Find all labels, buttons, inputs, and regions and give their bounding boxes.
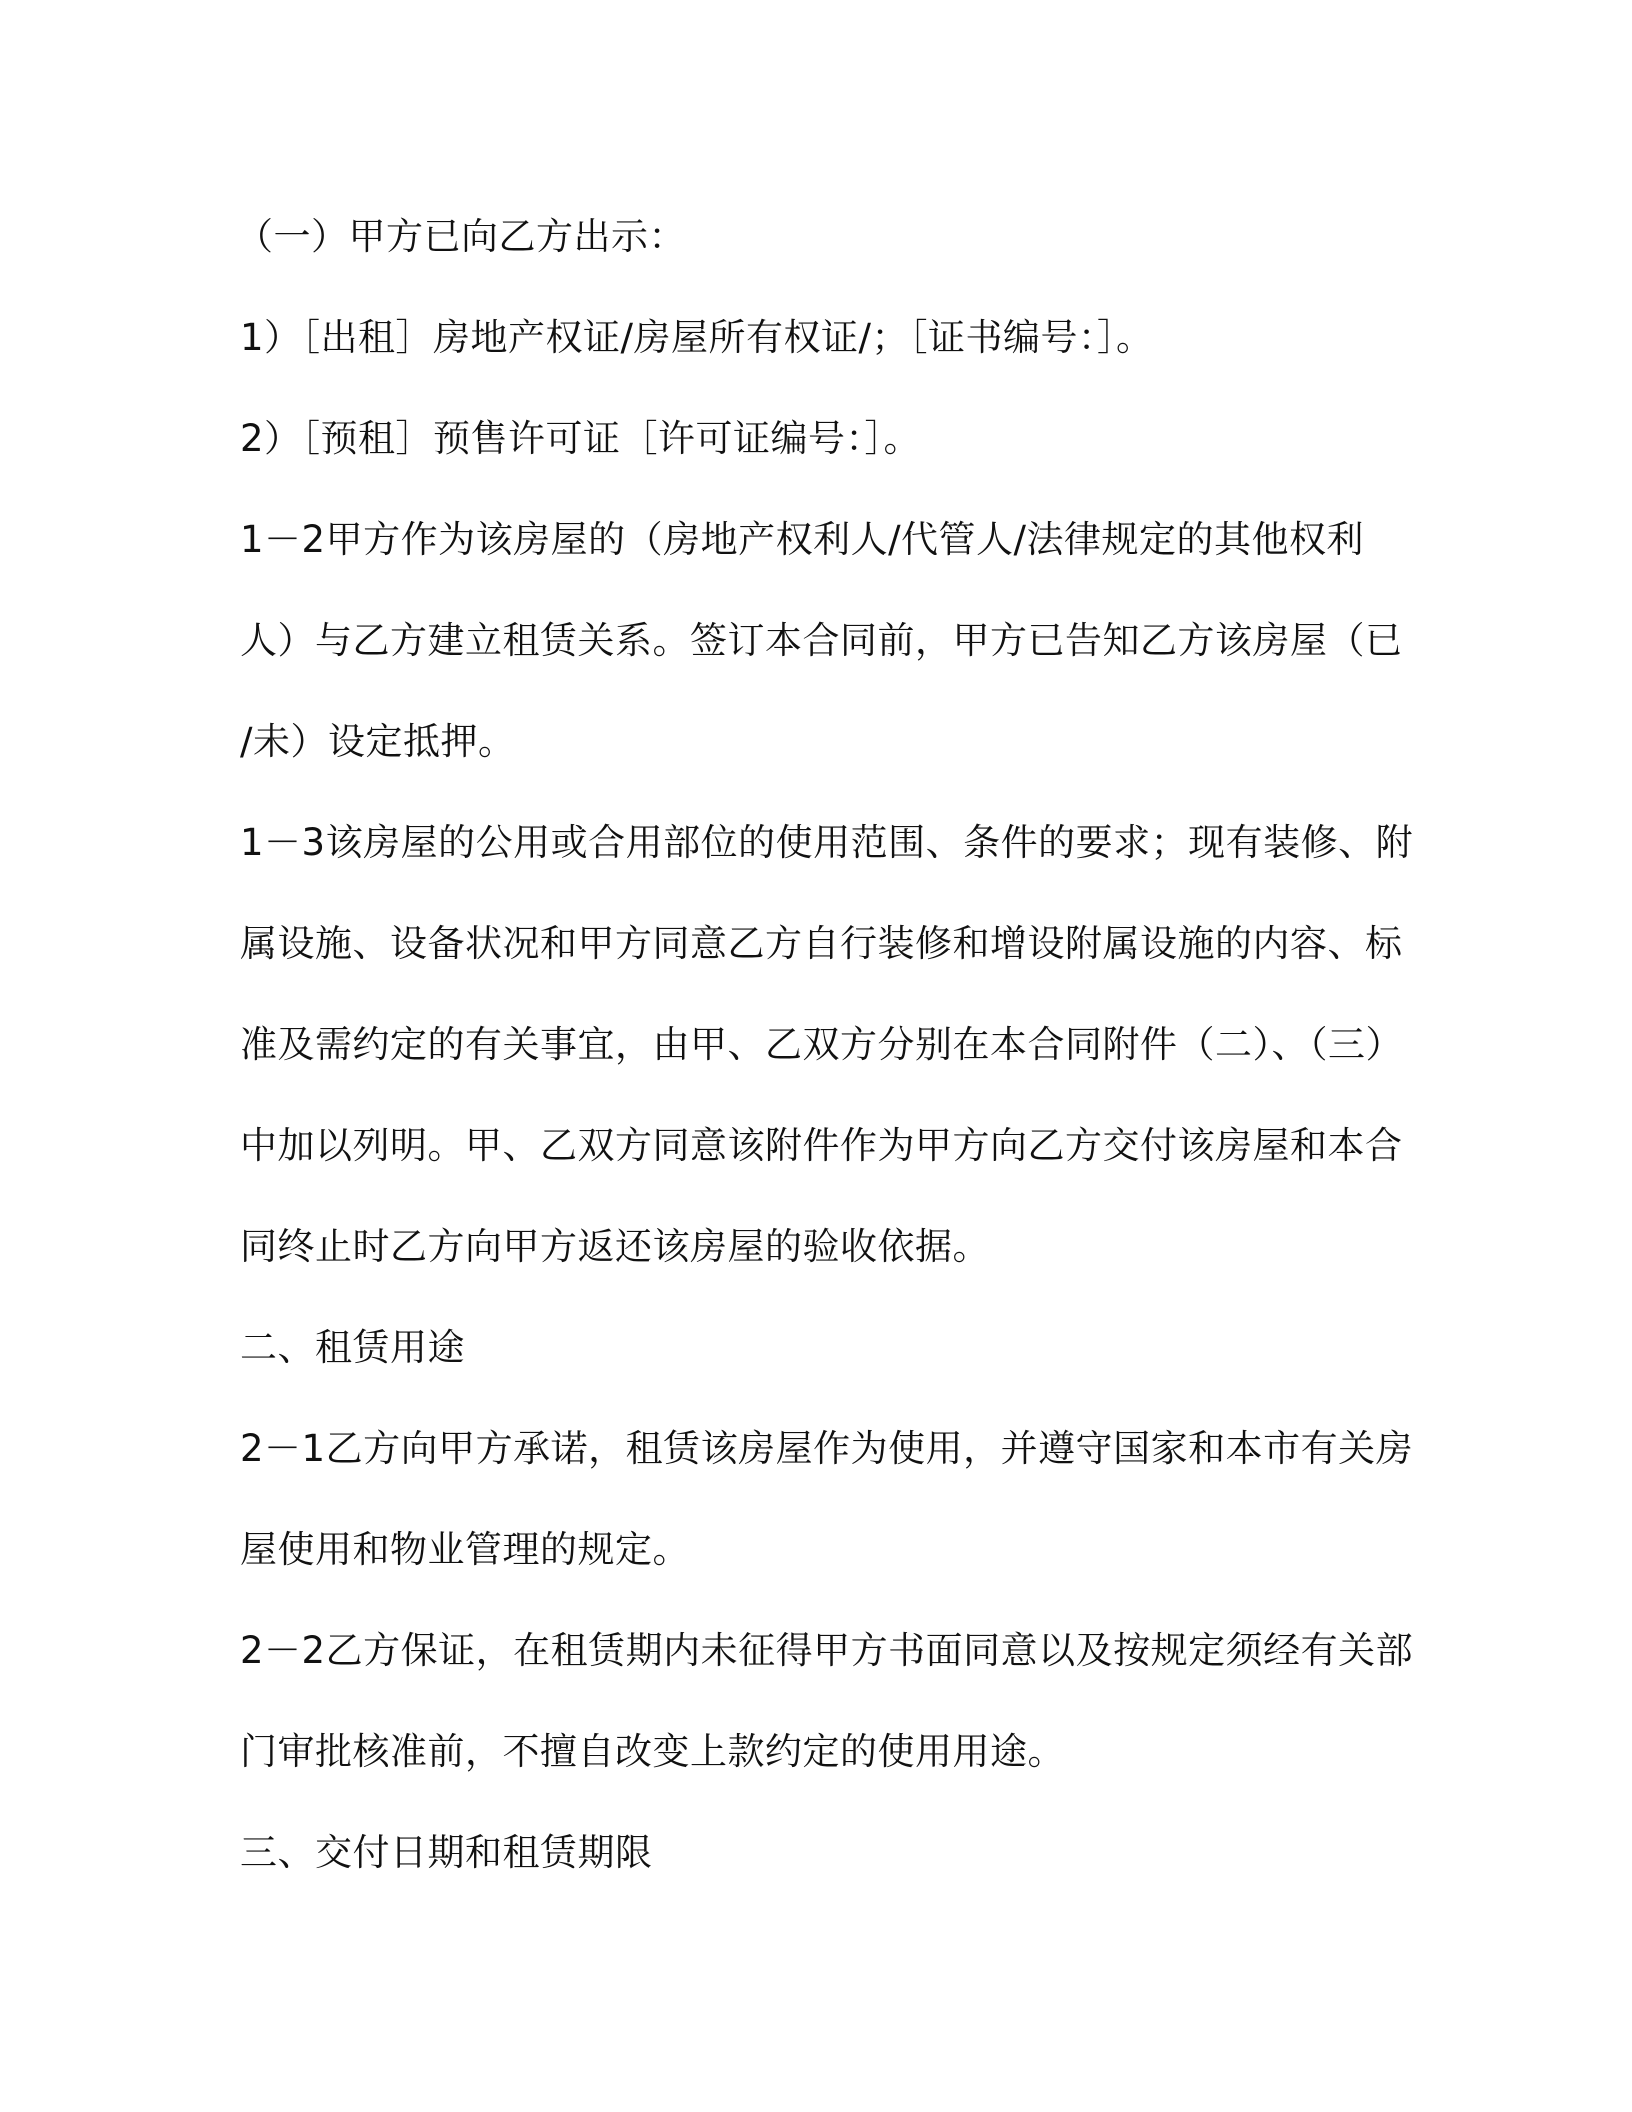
clause-2-2-line-1: 2－2乙方保证，在租赁期内未征得甲方书面同意以及按规定须经有关部 [240,1629,1414,1672]
clause-1-1-heading: （一）甲方已向乙方出示： [236,215,686,258]
clause-2-1-line-1: 2－1乙方向甲方承诺，租赁该房屋作为使用，并遵守国家和本市有关房 [240,1427,1414,1470]
document-body [236,186,1414,1903]
clause-1-1-item-1: 1）［出租］房地产权证/房屋所有权证/；［证书编号：］。 [240,316,1154,359]
clause-1-3-line-4: 中加以列明。甲、乙双方同意该附件作为甲方向乙方交付该房屋和本合 [240,1124,1403,1167]
clause-1-3-line-1: 1－3该房屋的公用或合用部位的使用范围、条件的要求；现有装修、附 [240,821,1414,864]
clause-1-2-line-3: /未）设定抵押。 [240,720,516,763]
section-3-heading: 三、交付日期和租赁期限 [240,1831,653,1874]
clause-1-1-item-2: 2）［预租］预售许可证［许可证编号：］。 [240,417,922,460]
clause-1-2-line-2: 人）与乙方建立租赁关系。签订本合同前，甲方已告知乙方该房屋（已 [240,619,1403,662]
section-2-heading: 二、租赁用途 [240,1326,465,1369]
clause-1-3-line-2: 属设施、设备状况和甲方同意乙方自行装修和增设附属设施的内容、标 [240,922,1403,965]
clause-1-3-line-3: 准及需约定的有关事宜，由甲、乙双方分别在本合同附件（二）、（三） [240,1023,1403,1066]
clause-2-1-line-2: 屋使用和物业管理的规定。 [240,1528,690,1571]
clause-1-3-line-5: 同终止时乙方向甲方返还该房屋的验收依据。 [240,1225,990,1268]
clause-2-2-line-2: 门审批核准前，不擅自改变上款约定的使用用途。 [240,1730,1065,1773]
clause-1-2-line-1: 1－2甲方作为该房屋的（房地产权利人/代管人/法律规定的其他权利 [240,518,1365,561]
